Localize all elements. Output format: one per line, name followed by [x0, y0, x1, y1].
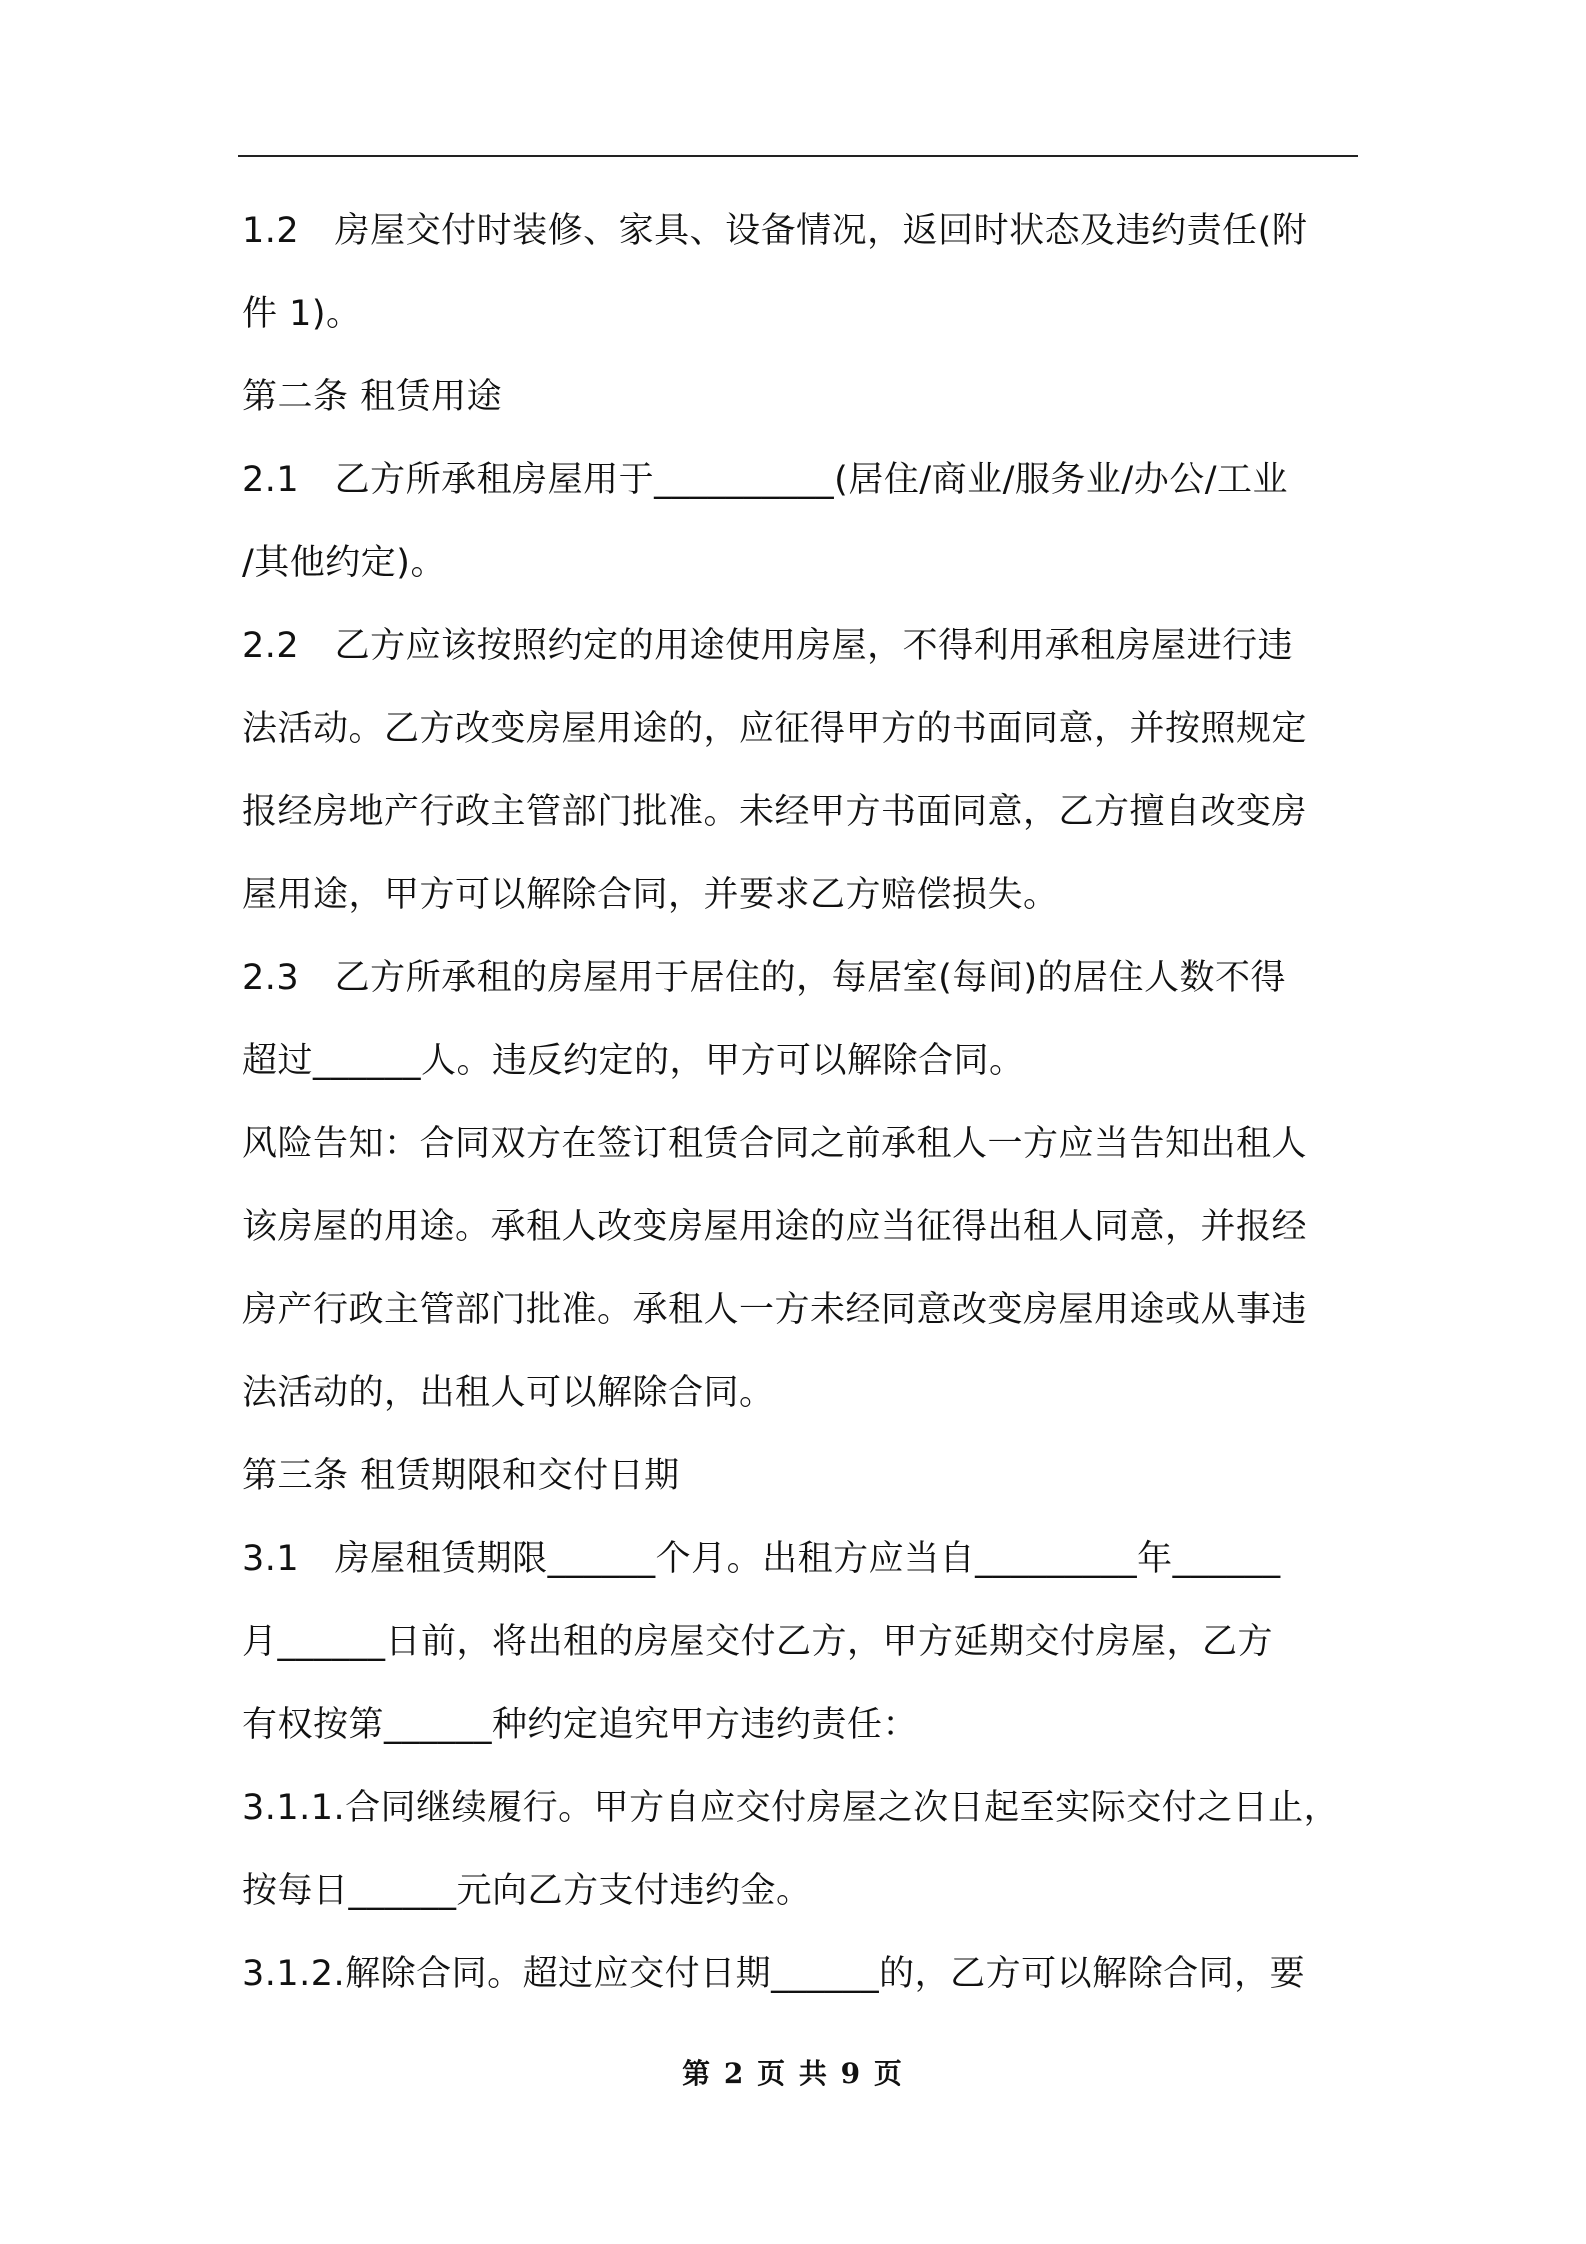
clause-3-1-line-1: 3.1 房屋租赁期限______个月。出租方应当自_________年______ [242, 1539, 1281, 1579]
clause-3-1-line-3: 有权按第______种约定追究甲方违约责任： [242, 1705, 919, 1745]
clause-3-1-2-line-1: 3.1.2.解除合同。超过应交付日期______的，乙方可以解除合同，要 [242, 1954, 1306, 1994]
clause-2-2-line-4: 屋用途，甲方可以解除合同，并要求乙方赔偿损失。 [242, 875, 1059, 915]
header-divider [238, 155, 1358, 157]
clause-2-1-line-2: /其他约定)。 [242, 543, 446, 583]
clause-3-1-1-line-2: 按每日______元向乙方支付违约金。 [242, 1871, 812, 1911]
article-2-heading: 第二条 租赁用途 [242, 377, 503, 417]
clause-1-2-line-2: 件 1)。 [242, 294, 362, 334]
risk-notice-line-4: 法活动的，出租人可以解除合同。 [242, 1373, 775, 1413]
document-body [242, 190, 1362, 2016]
risk-notice-line-1: 风险告知：合同双方在签订租赁合同之前承租人一方应当告知出租人 [242, 1124, 1308, 1164]
article-3-heading: 第三条 租赁期限和交付日期 [242, 1456, 680, 1496]
clause-2-2-line-2: 法活动。乙方改变房屋用途的，应征得甲方的书面同意，并按照规定 [242, 709, 1308, 749]
clause-2-1-line-1: 2.1 乙方所承租房屋用于__________(居住/商业/服务业/办公/工业 [242, 460, 1288, 500]
clause-2-3-line-2: 超过______人。违反约定的，甲方可以解除合同。 [242, 1041, 1025, 1081]
page-number: 第 2 页 共 9 页 [682, 2057, 904, 2090]
clause-2-3-line-1: 2.3 乙方所承租的房屋用于居住的，每居室(每间)的居住人数不得 [242, 958, 1286, 998]
clause-1-2-line-1: 1.2 房屋交付时装修、家具、设备情况，返回时状态及违约责任(附 [242, 211, 1308, 251]
risk-notice-line-2: 该房屋的用途。承租人改变房屋用途的应当征得出租人同意，并报经 [242, 1207, 1308, 1247]
clause-2-2-line-3: 报经房地产行政主管部门批准。未经甲方书面同意，乙方擅自改变房 [242, 792, 1308, 832]
clause-3-1-1-line-1: 3.1.1.合同继续履行。甲方自应交付房屋之次日起至实际交付之日止， [242, 1788, 1340, 1828]
risk-notice-line-3: 房产行政主管部门批准。承租人一方未经同意改变房屋用途或从事违 [242, 1290, 1308, 1330]
clause-3-1-line-2: 月______日前，将出租的房屋交付乙方，甲方延期交付房屋，乙方 [242, 1622, 1274, 1662]
clause-2-2-line-1: 2.2 乙方应该按照约定的用途使用房屋，不得利用承租房屋进行违 [242, 626, 1294, 666]
